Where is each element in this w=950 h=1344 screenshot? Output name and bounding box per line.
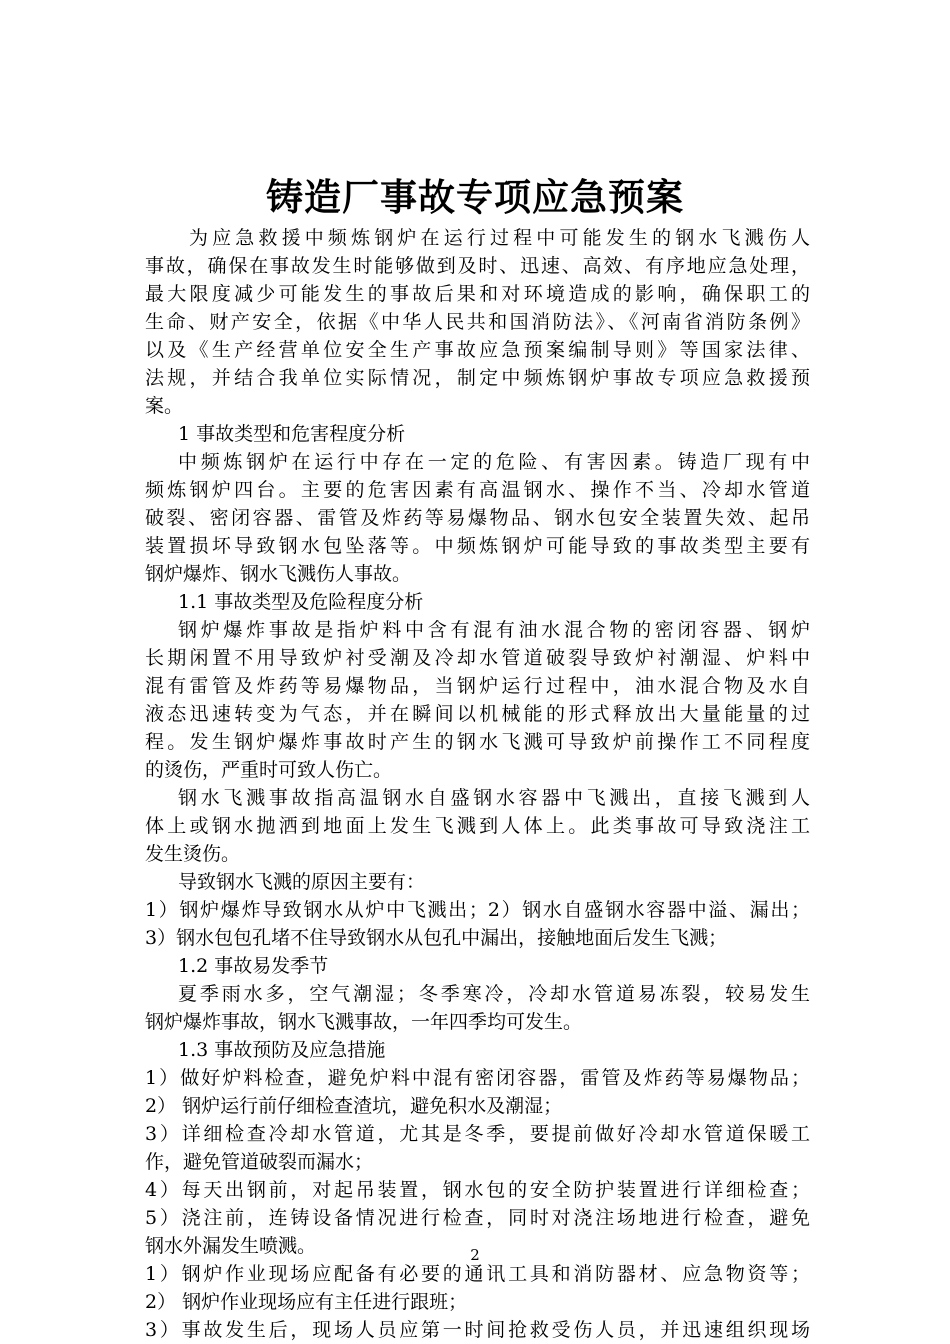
paragraph-line: 案。 (145, 395, 184, 417)
paragraph-line: 中频炼钢炉在运行中存在一定的危险、有害因素。铸造厂现有中 (178, 451, 810, 473)
list-item: 2） 钢炉作业现场应有主任进行跟班； (145, 1291, 468, 1313)
section-heading: 1.3 事故预防及应急措施 (178, 1039, 386, 1061)
paragraph-line: 钢炉爆炸、钢水飞溅伤人事故。 (145, 563, 412, 585)
list-item: 5）浇注前，连铸设备情况进行检查，同时对浇注场地进行检查，避免 (145, 1207, 810, 1229)
list-item: 1）钢炉爆炸导致钢水从炉中飞溅出；2）钢水自盛钢水容器中溢、漏出； (145, 899, 810, 921)
paragraph-line: 法规，并结合我单位实际情况，制定中频炼钢炉事故专项应急救援预 (145, 367, 810, 389)
list-item: 1）做好炉料检查，避免炉料中混有密闭容器，雷管及炸药等易爆物品； (145, 1067, 810, 1089)
paragraph-line: 导致钢水飞溅的原因主要有： (178, 871, 426, 893)
list-item: 2） 钢炉运行前仔细检查渣坑，避免积水及潮湿； (145, 1095, 563, 1117)
paragraph-line: 钢水飞溅事故指高温钢水自盛钢水容器中飞溅出，直接飞溅到人 (178, 787, 810, 809)
paragraph-line: 最大限度减少可能发生的事故后果和对环境造成的影响，确保职工的 (145, 283, 810, 305)
list-item: 1）钢炉作业现场应配备有必要的通讯工具和消防器材、应急物资等； (145, 1263, 810, 1285)
paragraph-line: 钢炉爆炸事故，钢水飞溅事故，一年四季均可发生。 (145, 1011, 583, 1033)
section-heading: 1.2 事故易发季节 (178, 955, 329, 977)
paragraph-line: 事故，确保在事故发生时能够做到及时、迅速、高效、有序地应急处理， (145, 255, 810, 277)
paragraph-line: 夏季雨水多，空气潮湿；冬季寒冷，冷却水管道易冻裂，较易发生 (178, 983, 810, 1005)
document-title: 铸造厂事故专项应急预案 (266, 176, 684, 219)
section-heading: 1.1 事故类型及危险程度分析 (178, 591, 424, 613)
list-item: 4）每天出钢前，对起吊装置，钢水包的安全防护装置进行详细检查； (145, 1179, 810, 1201)
page-number: 2 (470, 1246, 480, 1264)
document-body (145, 224, 810, 1344)
paragraph-line: 生命、财产安全，依据《中华人民共和国消防法》、《河南省消防条例》 (145, 311, 810, 333)
paragraph-line: 体上或钢水抛洒到地面上发生飞溅到人体上。此类事故可导致浇注工 (145, 815, 810, 837)
paragraph-line: 的烫伤，严重时可致人伤亡。 (145, 759, 393, 781)
list-item: 钢水外漏发生喷溅。 (145, 1235, 317, 1257)
list-item: 3）事故发生后，现场人员应第一时间抢救受伤人员，并迅速组织现场 (145, 1319, 810, 1341)
paragraph-line: 频炼钢炉四台。主要的危害因素有高温钢水、操作不当、冷却水管道 (145, 479, 810, 501)
list-item: 3）详细检查冷却水管道，尤其是冬季，要提前做好冷却水管道保暖工 (145, 1123, 810, 1145)
list-item: 作，避免管道破裂而漏水； (145, 1151, 374, 1173)
paragraph-line: 以及《生产经营单位安全生产事故应急预案编制导则》等国家法律、 (145, 339, 810, 361)
list-item: 3）钢水包包孔堵不住导致钢水从包孔中漏出，接触地面后发生飞溅； (145, 927, 728, 949)
paragraph-line: 液态迅速转变为气态，并在瞬间以机械能的形式释放出大量能量的过 (145, 703, 810, 725)
paragraph-line: 破裂、密闭容器、雷管及炸药等易爆物品、钢水包安全装置失效、起吊 (145, 507, 810, 529)
paragraph-line: 为应急救援中频炼钢炉在运行过程中可能发生的钢水飞溅伤人 (189, 227, 810, 249)
paragraph-line: 钢炉爆炸事故是指炉料中含有混有油水混合物的密闭容器、钢炉 (178, 619, 810, 641)
section-heading: 1 事故类型和危害程度分析 (178, 423, 406, 445)
paragraph-line: 发生烫伤。 (145, 843, 241, 865)
paragraph-line: 混有雷管及炸药等易爆物品，当钢炉运行过程中，油水混合物及水自 (145, 675, 810, 697)
paragraph-line: 长期闲置不用导致炉衬受潮及冷却水管道破裂导致炉衬潮湿、炉料中 (145, 647, 810, 669)
paragraph-line: 装置损坏导致钢水包坠落等。中频炼钢炉可能导致的事故类型主要有 (145, 535, 810, 557)
paragraph-line: 程。发生钢炉爆炸事故时产生的钢水飞溅可导致炉前操作工不同程度 (145, 731, 810, 753)
